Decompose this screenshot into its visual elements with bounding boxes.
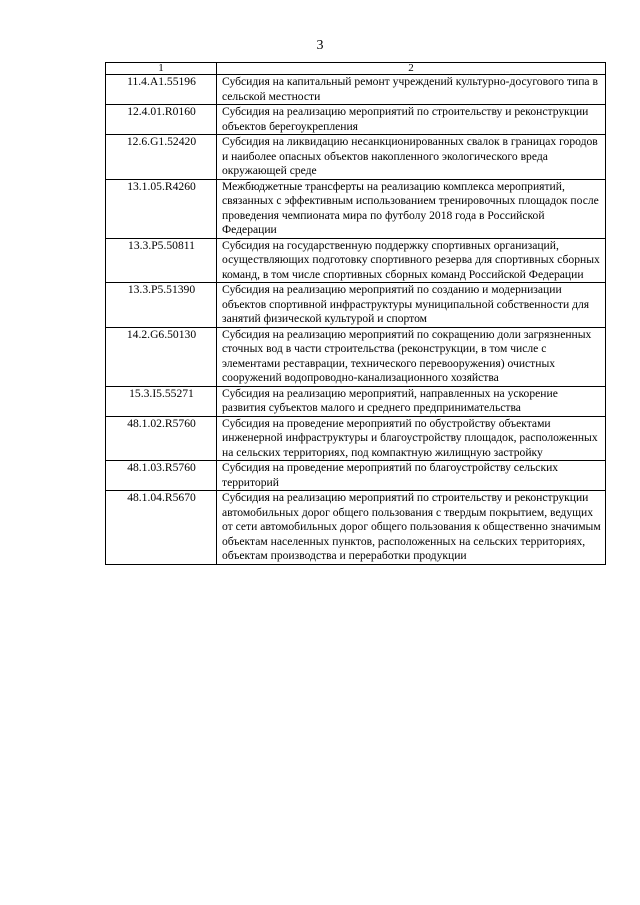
table-row — [106, 75, 606, 105]
budget-classification-table — [105, 62, 606, 565]
row-code: 12.6.G1.52420 — [106, 135, 217, 180]
row-description: Субсидия на реализацию мероприятий, направленных на ускорение развития субъектов малого и среднего предпринимательства — [217, 386, 606, 416]
page-number: 3 — [316, 38, 324, 53]
table-row — [106, 416, 606, 461]
column-header-2: 2 — [217, 63, 606, 75]
table-row — [106, 238, 606, 283]
row-code: 13.3.P5.51390 — [106, 283, 217, 328]
table-row — [106, 135, 606, 180]
table-row — [106, 461, 606, 491]
table-row — [106, 105, 606, 135]
row-description: Субсидия на государственную поддержку спортивных организаций, осуществляющих подготовку спортивного резерва для спортивных сборных команд, в том числе спортивных сборных команд Российской Федерации — [217, 238, 606, 283]
row-description: Субсидия на реализацию мероприятий по строительству и реконструкции автомобильных дорог общего пользования с твердым покрытием, ведущих от сети автомобильных дорог общего пользования к общественно значимым объектам населенных пунктов, расположенных на сельских территориях, объектам производства и переработки продукции — [217, 491, 606, 565]
table-row — [106, 386, 606, 416]
row-code: 14.2.G6.50130 — [106, 327, 217, 386]
row-code: 11.4.A1.55196 — [106, 75, 217, 105]
row-description: Субсидия на реализацию мероприятий по сокращению доли загрязненных сточных вод в части строительства (реконструкции, в том числе с элементами реставрации, технического перевооружения) очистных сооружений водопроводно-канализационного хозяйства — [217, 327, 606, 386]
table-row — [106, 283, 606, 328]
row-description: Субсидия на реализацию мероприятий по строительству и реконструкции объектов берегоукрепления — [217, 105, 606, 135]
table-row — [106, 327, 606, 386]
row-code: 13.1.05.R4260 — [106, 179, 217, 238]
column-header-1: 1 — [106, 63, 217, 75]
row-code: 12.4.01.R0160 — [106, 105, 217, 135]
table-header-row — [106, 63, 606, 75]
row-code: 15.3.I5.55271 — [106, 386, 217, 416]
row-code: 48.1.04.R5670 — [106, 491, 217, 565]
table-row — [106, 179, 606, 238]
row-description: Субсидия на капитальный ремонт учреждений культурно-досугового типа в сельской местности — [217, 75, 606, 105]
row-description: Субсидия на ликвидацию несанкционированных свалок в границах городов и наиболее опасных объектов накопленного экологического вреда окружающей среде — [217, 135, 606, 180]
row-code: 48.1.02.R5760 — [106, 416, 217, 461]
row-code: 48.1.03.R5760 — [106, 461, 217, 491]
table-row — [106, 491, 606, 565]
row-description: Субсидия на реализацию мероприятий по созданию и модернизации объектов спортивной инфраструктуры муниципальной собственности для занятий физической культурой и спортом — [217, 283, 606, 328]
row-description: Субсидия на проведение мероприятий по обустройству объектами инженерной инфраструктуры и благоустройству площадок, расположенных на сельских территориях, под компактную жилищную застройку — [217, 416, 606, 461]
row-description: Межбюджетные трансферты на реализацию комплекса мероприятий, связанных с эффективным использованием тренировочных площадок после проведения чемпионата мира по футболу 2018 года в Российской Федерации — [217, 179, 606, 238]
row-description: Субсидия на проведение мероприятий по благоустройству сельских территорий — [217, 461, 606, 491]
row-code: 13.3.P5.50811 — [106, 238, 217, 283]
